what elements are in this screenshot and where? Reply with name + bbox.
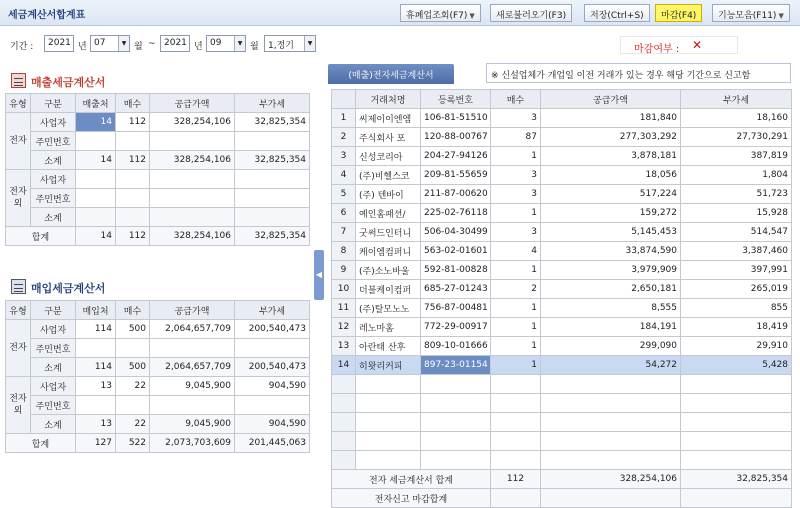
empty-cell[interactable] bbox=[421, 375, 491, 394]
purchase-panel-title: 매입세금계산서 bbox=[31, 282, 106, 295]
reload-button[interactable]: 새로불러오기(F3) bbox=[490, 4, 572, 22]
purchase-invoice-icon bbox=[11, 279, 26, 294]
chevron-down-icon[interactable]: ▼ bbox=[118, 36, 129, 51]
start-month-select[interactable]: 07 ▼ bbox=[90, 35, 130, 52]
supply-cell[interactable]: 299,090 bbox=[541, 337, 681, 356]
empty-cell[interactable] bbox=[491, 451, 541, 470]
supply-cell[interactable]: 2,650,181 bbox=[541, 280, 681, 299]
column-header: 매수 bbox=[491, 90, 541, 109]
empty-row[interactable] bbox=[332, 394, 792, 413]
count-cell[interactable]: 112 bbox=[116, 113, 150, 132]
table-row[interactable] bbox=[332, 223, 792, 242]
column-header: 유형 bbox=[6, 94, 31, 113]
row-number-cell: 4 bbox=[332, 166, 356, 185]
supply-cell bbox=[150, 208, 235, 227]
empty-cell bbox=[332, 432, 356, 451]
period-label: 기간 : bbox=[10, 42, 34, 52]
registration-number-cell[interactable]: 809-10-01666 bbox=[421, 337, 491, 356]
empty-cell[interactable] bbox=[491, 413, 541, 432]
sales-panel-title: 매출세금계산서 bbox=[31, 76, 106, 89]
party-count-cell[interactable] bbox=[76, 396, 116, 415]
chevron-down-icon[interactable]: ▼ bbox=[234, 36, 245, 51]
empty-cell[interactable] bbox=[541, 451, 681, 470]
table-row bbox=[6, 151, 310, 170]
empty-cell[interactable] bbox=[356, 394, 421, 413]
end-month-select[interactable]: 09 ▼ bbox=[206, 35, 246, 52]
empty-cell[interactable] bbox=[541, 394, 681, 413]
party-count-cell[interactable] bbox=[76, 132, 116, 151]
customer-name-cell[interactable]: (주)탈모노노 bbox=[356, 299, 421, 318]
supply-cell: 328,254,106 bbox=[150, 151, 235, 170]
supply-cell[interactable] bbox=[150, 189, 235, 208]
sales-summary-table bbox=[5, 93, 310, 246]
count-cell[interactable]: 3 bbox=[491, 109, 541, 128]
title-bar bbox=[0, 0, 800, 26]
column-header: 유형 bbox=[6, 301, 31, 320]
row-kind: 소계 bbox=[31, 151, 76, 170]
party-count-cell[interactable] bbox=[76, 339, 116, 358]
vat-cell[interactable] bbox=[235, 396, 310, 415]
customer-name-cell[interactable]: 아란태 산후 bbox=[356, 337, 421, 356]
registration-number-cell[interactable]: 204-27-94126 bbox=[421, 147, 491, 166]
total-row bbox=[6, 434, 310, 453]
table-row[interactable] bbox=[332, 147, 792, 166]
vat-cell[interactable]: 32,825,354 bbox=[235, 113, 310, 132]
count-cell[interactable]: 4 bbox=[491, 242, 541, 261]
vat-cell[interactable]: 514,547 bbox=[681, 223, 792, 242]
column-header: 공급가액 bbox=[150, 94, 235, 113]
registration-number-cell[interactable]: 211-87-00620 bbox=[421, 185, 491, 204]
customer-name-cell[interactable]: 히왓리커피 bbox=[356, 356, 421, 375]
party-count-cell[interactable] bbox=[76, 170, 116, 189]
count-cell: 522 bbox=[116, 434, 150, 453]
table-row[interactable] bbox=[332, 204, 792, 223]
tilde-label: ~ bbox=[148, 39, 156, 49]
vat-cell bbox=[235, 208, 310, 227]
vat-cell[interactable]: 51,723 bbox=[681, 185, 792, 204]
table-row[interactable] bbox=[332, 242, 792, 261]
empty-cell bbox=[332, 394, 356, 413]
sales-invoice-detail-table bbox=[331, 89, 792, 508]
functions-menu-button[interactable]: 기능모음(F11) ▼ bbox=[712, 4, 790, 22]
empty-cell[interactable] bbox=[681, 451, 792, 470]
year-unit-label: 년 bbox=[78, 42, 87, 52]
vat-cell[interactable] bbox=[235, 339, 310, 358]
supply-cell[interactable]: 18,056 bbox=[541, 166, 681, 185]
sales-invoice-icon bbox=[11, 73, 26, 88]
column-header: 구분 bbox=[31, 301, 76, 320]
supply-cell: 2,064,657,709 bbox=[150, 358, 235, 377]
closing-count-cell bbox=[491, 489, 541, 508]
empty-cell[interactable] bbox=[421, 432, 491, 451]
row-number-cell: 13 bbox=[332, 337, 356, 356]
count-cell[interactable] bbox=[116, 132, 150, 151]
closing-status-label: 마감여부 : bbox=[634, 44, 680, 55]
registration-number-cell[interactable]: 563-02-01601 bbox=[421, 242, 491, 261]
supply-cell[interactable]: 33,874,590 bbox=[541, 242, 681, 261]
row-kind: 주민번호 bbox=[31, 339, 76, 358]
month-unit-label: 월 bbox=[134, 42, 143, 52]
registration-number-cell[interactable]: 106-81-51510 bbox=[421, 109, 491, 128]
table-row bbox=[6, 189, 310, 208]
count-cell[interactable]: 3 bbox=[491, 166, 541, 185]
customer-name-cell[interactable]: 신성코리아 bbox=[356, 147, 421, 166]
table-row[interactable] bbox=[332, 337, 792, 356]
vat-cell[interactable]: 200,540,473 bbox=[235, 320, 310, 339]
type-electronic: 전자 bbox=[6, 320, 31, 377]
empty-cell[interactable] bbox=[541, 413, 681, 432]
column-header: 등록번호 bbox=[421, 90, 491, 109]
chevron-down-icon: ▼ bbox=[778, 12, 784, 20]
supply-cell[interactable]: 159,272 bbox=[541, 204, 681, 223]
vat-cell[interactable] bbox=[235, 132, 310, 151]
registration-number-cell[interactable]: 209-81-55659 bbox=[421, 166, 491, 185]
count-cell[interactable] bbox=[116, 170, 150, 189]
registration-number-cell[interactable]: 120-88-00767 bbox=[421, 128, 491, 147]
count-cell[interactable]: 1 bbox=[491, 337, 541, 356]
table-row bbox=[6, 358, 310, 377]
empty-cell[interactable] bbox=[541, 432, 681, 451]
vat-cell[interactable]: 387,819 bbox=[681, 147, 792, 166]
total-vat-cell: 32,825,354 bbox=[681, 470, 792, 489]
supply-cell[interactable]: 277,303,292 bbox=[541, 128, 681, 147]
vat-cell: 32,825,354 bbox=[235, 151, 310, 170]
supply-cell[interactable]: 184,191 bbox=[541, 318, 681, 337]
table-row bbox=[6, 377, 310, 396]
total-label: 합계 bbox=[6, 434, 76, 453]
tab-sales-e-invoice[interactable]: (매출)전자세금계산서 bbox=[328, 64, 454, 84]
row-number-cell: 5 bbox=[332, 185, 356, 204]
table-row[interactable] bbox=[332, 261, 792, 280]
term-select[interactable]: 1,정기 ▼ bbox=[264, 35, 316, 52]
row-kind: 사업자 bbox=[31, 113, 76, 132]
count-cell: 22 bbox=[116, 415, 150, 434]
vat-cell[interactable]: 3,387,460 bbox=[681, 242, 792, 261]
count-cell[interactable]: 1 bbox=[491, 356, 541, 375]
table-row[interactable] bbox=[332, 128, 792, 147]
close-period-button[interactable]: 마감(F4) bbox=[655, 4, 702, 22]
empty-cell[interactable] bbox=[356, 413, 421, 432]
column-header: 매입처 bbox=[76, 301, 116, 320]
empty-cell[interactable] bbox=[491, 375, 541, 394]
supply-cell: 2,073,703,609 bbox=[150, 434, 235, 453]
customer-name-cell[interactable]: 더블케이컴퍼 bbox=[356, 280, 421, 299]
row-number-cell: 8 bbox=[332, 242, 356, 261]
not-closed-icon: ✕ bbox=[692, 38, 703, 52]
vat-cell[interactable]: 5,428 bbox=[681, 356, 792, 375]
customer-name-cell[interactable]: (주) 텐바이 bbox=[356, 185, 421, 204]
registration-number-cell[interactable]: 772-29-00917 bbox=[421, 318, 491, 337]
party-count-cell[interactable] bbox=[76, 189, 116, 208]
row-kind: 주민번호 bbox=[31, 396, 76, 415]
supply-cell[interactable]: 54,272 bbox=[541, 356, 681, 375]
vat-cell[interactable]: 15,928 bbox=[681, 204, 792, 223]
empty-cell bbox=[332, 375, 356, 394]
empty-row[interactable] bbox=[332, 375, 792, 394]
party-count-cell: 114 bbox=[76, 358, 116, 377]
closing-vat-cell bbox=[681, 489, 792, 508]
party-count-cell: 13 bbox=[76, 415, 116, 434]
registration-number-cell[interactable]: 225-02-76118 bbox=[421, 204, 491, 223]
type-electronic: 전자 bbox=[6, 113, 31, 170]
row-kind: 사업자 bbox=[31, 170, 76, 189]
count-cell[interactable]: 2 bbox=[491, 280, 541, 299]
supply-cell[interactable] bbox=[150, 132, 235, 151]
notice-banner: ※ 신설업체가 개업일 이전 거래가 있는 경우 해당 기간으로 신고함 bbox=[486, 63, 791, 83]
row-kind: 사업자 bbox=[31, 377, 76, 396]
vat-cell[interactable] bbox=[235, 189, 310, 208]
row-number-cell: 3 bbox=[332, 147, 356, 166]
count-cell: 112 bbox=[116, 151, 150, 170]
row-number-cell: 14 bbox=[332, 356, 356, 375]
total-supply-cell: 328,254,106 bbox=[541, 470, 681, 489]
end-year-input[interactable]: 2021 bbox=[160, 35, 190, 52]
supply-cell[interactable] bbox=[150, 170, 235, 189]
customer-name-cell[interactable]: (주)소노바울 bbox=[356, 261, 421, 280]
party-count-cell[interactable]: 114 bbox=[76, 320, 116, 339]
table-row bbox=[6, 415, 310, 434]
table-row[interactable] bbox=[332, 299, 792, 318]
vat-cell: 200,540,473 bbox=[235, 358, 310, 377]
empty-cell[interactable] bbox=[681, 375, 792, 394]
supply-cell[interactable]: 3,878,181 bbox=[541, 147, 681, 166]
vat-cell[interactable] bbox=[235, 170, 310, 189]
page-title: 세금계산서합계표 bbox=[8, 10, 86, 21]
column-header: 부가세 bbox=[235, 301, 310, 320]
table-row[interactable] bbox=[332, 185, 792, 204]
empty-cell[interactable] bbox=[356, 451, 421, 470]
supply-cell[interactable]: 5,145,453 bbox=[541, 223, 681, 242]
vat-cell[interactable]: 18,419 bbox=[681, 318, 792, 337]
registration-number-cell[interactable]: 756-87-00481 bbox=[421, 299, 491, 318]
vat-cell[interactable]: 855 bbox=[681, 299, 792, 318]
vat-cell: 201,445,063 bbox=[235, 434, 310, 453]
closing-total-label: 전자신고 마감합계 bbox=[332, 489, 491, 508]
party-count-cell[interactable]: 13 bbox=[76, 377, 116, 396]
closing-total-row bbox=[332, 489, 792, 508]
party-count-cell: 14 bbox=[76, 227, 116, 246]
empty-cell[interactable] bbox=[421, 413, 491, 432]
column-header: 공급가액 bbox=[150, 301, 235, 320]
count-cell[interactable]: 1 bbox=[491, 261, 541, 280]
party-count-cell: 14 bbox=[76, 151, 116, 170]
vat-cell: 904,590 bbox=[235, 415, 310, 434]
customer-name-cell[interactable]: (주)비헬스코 bbox=[356, 166, 421, 185]
registration-number-cell[interactable]: 506-04-30499 bbox=[421, 223, 491, 242]
save-button[interactable]: 저장(Ctrl+S) bbox=[584, 4, 650, 22]
registration-number-cell[interactable]: 897-23-01154 bbox=[421, 356, 491, 375]
row-kind: 주민번호 bbox=[31, 132, 76, 151]
table-row[interactable] bbox=[332, 109, 792, 128]
supply-cell[interactable]: 181,840 bbox=[541, 109, 681, 128]
empty-cell bbox=[332, 413, 356, 432]
empty-row[interactable] bbox=[332, 432, 792, 451]
party-count-cell: 127 bbox=[76, 434, 116, 453]
empty-cell bbox=[332, 451, 356, 470]
empty-cell[interactable] bbox=[681, 413, 792, 432]
vat-cell[interactable]: 1,804 bbox=[681, 166, 792, 185]
empty-cell[interactable] bbox=[491, 394, 541, 413]
row-kind: 주민번호 bbox=[31, 189, 76, 208]
party-count-cell bbox=[76, 208, 116, 227]
total-count-cell: 112 bbox=[491, 470, 541, 489]
count-cell[interactable] bbox=[116, 396, 150, 415]
supply-cell[interactable]: 3,979,909 bbox=[541, 261, 681, 280]
panel-splitter-handle[interactable]: ◀ bbox=[314, 250, 324, 300]
empty-row[interactable] bbox=[332, 413, 792, 432]
chevron-down-icon: ▼ bbox=[469, 12, 475, 20]
month-unit-label: 월 bbox=[250, 42, 259, 52]
supply-cell[interactable]: 517,224 bbox=[541, 185, 681, 204]
supply-cell[interactable] bbox=[150, 396, 235, 415]
column-header bbox=[332, 90, 356, 109]
vat-cell[interactable]: 18,160 bbox=[681, 109, 792, 128]
count-cell bbox=[116, 208, 150, 227]
table-row bbox=[6, 132, 310, 151]
column-header: 부가세 bbox=[681, 90, 792, 109]
customer-name-cell[interactable]: 케이엠컴퍼니 bbox=[356, 242, 421, 261]
column-header: 매수 bbox=[116, 301, 150, 320]
column-header: 매수 bbox=[116, 94, 150, 113]
chevron-down-icon[interactable]: ▼ bbox=[304, 36, 315, 51]
row-kind: 사업자 bbox=[31, 320, 76, 339]
row-number-cell: 6 bbox=[332, 204, 356, 223]
empty-row[interactable] bbox=[332, 451, 792, 470]
row-number-cell: 10 bbox=[332, 280, 356, 299]
supply-cell: 9,045,900 bbox=[150, 415, 235, 434]
party-count-cell[interactable]: 14 bbox=[76, 113, 116, 132]
customer-name-cell[interactable]: 레노마홈 bbox=[356, 318, 421, 337]
column-header: 거래처명 bbox=[356, 90, 421, 109]
table-row[interactable] bbox=[332, 166, 792, 185]
table-row[interactable] bbox=[332, 356, 792, 375]
count-cell[interactable]: 22 bbox=[116, 377, 150, 396]
supply-cell[interactable] bbox=[150, 339, 235, 358]
table-row bbox=[6, 320, 310, 339]
customer-name-cell[interactable]: 씨제이이엔엠 bbox=[356, 109, 421, 128]
vat-cell[interactable]: 397,991 bbox=[681, 261, 792, 280]
table-row[interactable] bbox=[332, 280, 792, 299]
total-label: 합계 bbox=[6, 227, 76, 246]
vat-cell[interactable]: 265,019 bbox=[681, 280, 792, 299]
table-row[interactable] bbox=[332, 318, 792, 337]
registration-number-cell[interactable]: 685-27-01243 bbox=[421, 280, 491, 299]
purchase-summary-table bbox=[5, 300, 310, 453]
row-kind: 소계 bbox=[31, 208, 76, 227]
empty-cell[interactable] bbox=[356, 432, 421, 451]
type-non-electronic: 전자 외 bbox=[6, 377, 31, 434]
supply-cell: 328,254,106 bbox=[150, 227, 235, 246]
count-cell[interactable]: 1 bbox=[491, 299, 541, 318]
count-cell: 112 bbox=[116, 227, 150, 246]
count-cell[interactable] bbox=[116, 189, 150, 208]
count-cell[interactable]: 87 bbox=[491, 128, 541, 147]
empty-cell[interactable] bbox=[681, 394, 792, 413]
empty-cell[interactable] bbox=[681, 432, 792, 451]
count-cell: 500 bbox=[116, 358, 150, 377]
vat-cell[interactable]: 27,730,291 bbox=[681, 128, 792, 147]
column-header: 공급가액 bbox=[541, 90, 681, 109]
table-row bbox=[6, 396, 310, 415]
table-row bbox=[6, 170, 310, 189]
column-header: 부가세 bbox=[235, 94, 310, 113]
table-row bbox=[6, 339, 310, 358]
empty-cell[interactable] bbox=[541, 375, 681, 394]
vat-cell: 32,825,354 bbox=[235, 227, 310, 246]
row-number-cell: 1 bbox=[332, 109, 356, 128]
row-number-cell: 2 bbox=[332, 128, 356, 147]
count-cell[interactable]: 1 bbox=[491, 204, 541, 223]
empty-cell[interactable] bbox=[421, 394, 491, 413]
count-cell[interactable]: 1 bbox=[491, 318, 541, 337]
supply-cell[interactable]: 2,064,657,709 bbox=[150, 320, 235, 339]
table-row bbox=[6, 208, 310, 227]
year-unit-label: 년 bbox=[194, 42, 203, 52]
column-header: 구분 bbox=[31, 94, 76, 113]
customer-name-cell[interactable]: 주식회사 포 bbox=[356, 128, 421, 147]
closing-supply-cell bbox=[541, 489, 681, 508]
empty-cell[interactable] bbox=[421, 451, 491, 470]
row-number-cell: 9 bbox=[332, 261, 356, 280]
row-kind: 소계 bbox=[31, 415, 76, 434]
column-header: 매출처 bbox=[76, 94, 116, 113]
table-row bbox=[6, 113, 310, 132]
count-cell[interactable]: 3 bbox=[491, 223, 541, 242]
customer-name-cell[interactable]: 예인홈패션/ bbox=[356, 204, 421, 223]
row-number-cell: 7 bbox=[332, 223, 356, 242]
supply-cell[interactable]: 328,254,106 bbox=[150, 113, 235, 132]
supply-cell[interactable]: 8,555 bbox=[541, 299, 681, 318]
vat-cell[interactable]: 904,590 bbox=[235, 377, 310, 396]
registration-number-cell[interactable]: 592-81-00828 bbox=[421, 261, 491, 280]
supply-cell[interactable]: 9,045,900 bbox=[150, 377, 235, 396]
empty-cell[interactable] bbox=[491, 432, 541, 451]
count-cell[interactable] bbox=[116, 339, 150, 358]
row-kind: 소계 bbox=[31, 358, 76, 377]
e-invoice-total-label: 전자 세금계산서 합계 bbox=[332, 470, 491, 489]
count-cell[interactable]: 1 bbox=[491, 147, 541, 166]
empty-cell[interactable] bbox=[356, 375, 421, 394]
vat-cell[interactable]: 29,910 bbox=[681, 337, 792, 356]
business-status-lookup-button[interactable]: 휴폐업조회(F7) ▼ bbox=[400, 4, 481, 22]
count-cell[interactable]: 3 bbox=[491, 185, 541, 204]
count-cell[interactable]: 500 bbox=[116, 320, 150, 339]
customer-name-cell[interactable]: 굿써드인터니 bbox=[356, 223, 421, 242]
total-row bbox=[332, 470, 792, 489]
row-number-cell: 12 bbox=[332, 318, 356, 337]
total-row bbox=[6, 227, 310, 246]
row-number-cell: 11 bbox=[332, 299, 356, 318]
type-non-electronic: 전자 외 bbox=[6, 170, 31, 227]
start-year-input[interactable]: 2021 bbox=[44, 35, 74, 52]
